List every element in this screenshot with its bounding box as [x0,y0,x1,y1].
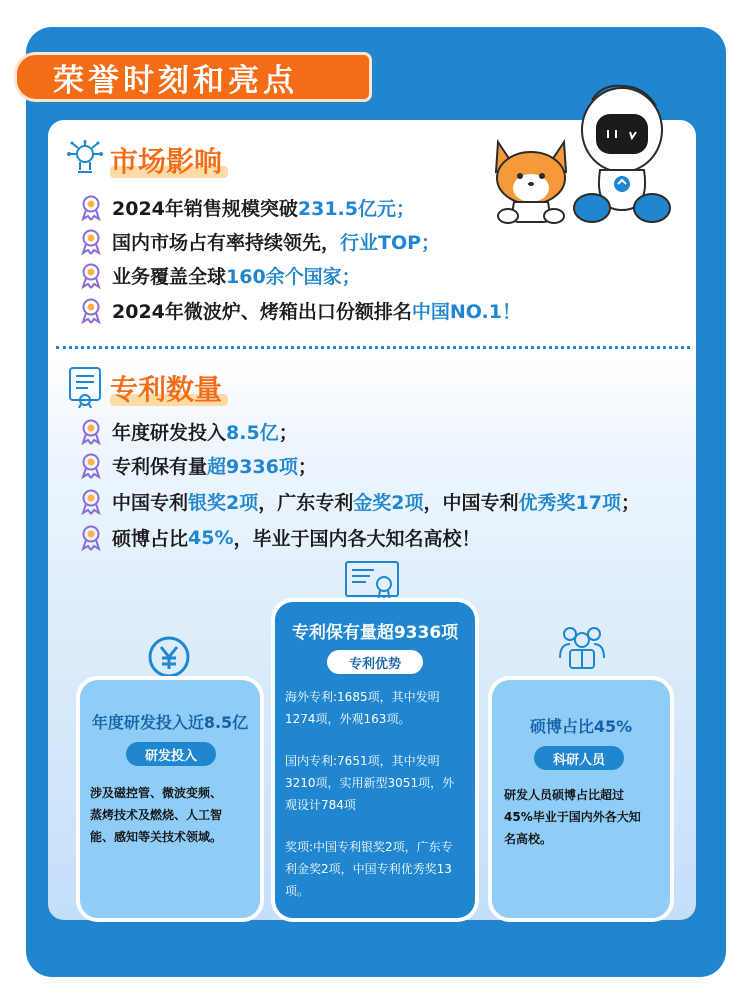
list-item: 国内市场占有率持续领先， 行业TOP； [80,228,440,255]
medal-icon [80,525,102,551]
card-badge: 研发投入 [126,742,216,766]
list-item: 年度研发投入 8.5亿 ； [80,418,298,445]
certificate-icon [66,366,104,408]
list-item: 2024年销售规模突破 231.5亿元； [80,194,415,221]
list-item: 专利保有量 超9336项 ； [80,452,317,479]
list-item: 中国专利 银奖2项 ，广东专利 金奖2项 ，中国专利 优秀奖17项 ； [80,488,640,515]
researchers-card [488,676,674,922]
card-badge: 科研人员 [534,746,624,770]
list-item: 2024年微波炉、烤箱出口份额排名 中国NO.1！ [80,297,521,324]
list-item: 业务覆盖全球 160余个国家； [80,262,361,289]
robot-mascot [572,80,672,226]
card-title: 专利保有量超9336项 [291,623,459,643]
card-body: 海外专利:1685项，其中发明 1274项，外观163项。 国内专利:7651项，其中发明 3210项，实用新型3051项，外 观设计784项 奖项:中国专利银奖2项，广东专 利金奖2项，中国专利优秀奖13 项。 [285,690,455,898]
medal-icon [80,453,102,479]
card-body: 涉及磁控管、微波变频、 蒸烤技术及燃烧、人工智 能、感知等关技术领域。 [90,786,223,844]
card-badge: 专利优势 [327,650,423,674]
page-title: 荣誉时刻和亮点 [14,52,372,102]
patent-advantage-card [271,598,479,922]
people-icon [556,624,608,670]
yen-icon [148,636,190,678]
card-title: 硕博占比45% [529,717,633,736]
section-divider [56,346,690,349]
card-title: 年度研发投入近8.5亿 [91,713,249,732]
medal-icon [80,419,102,445]
medal-icon [80,195,102,221]
medal-icon [80,489,102,515]
network-icon [66,140,104,180]
medal-icon [80,229,102,255]
rd-investment-card [76,676,264,922]
patent-title: 专利数量 [110,373,223,406]
list-item: 硕博占比 45% ，毕业于国内各大知名高校！ [80,524,481,551]
medal-icon [80,263,102,289]
market-title: 市场影响 [110,145,223,178]
card-body: 研发人员硕博占比超过 45%毕业于国内外各大知 名高校。 [504,788,641,846]
corgi-mascot [488,138,574,226]
medal-icon [80,298,102,324]
